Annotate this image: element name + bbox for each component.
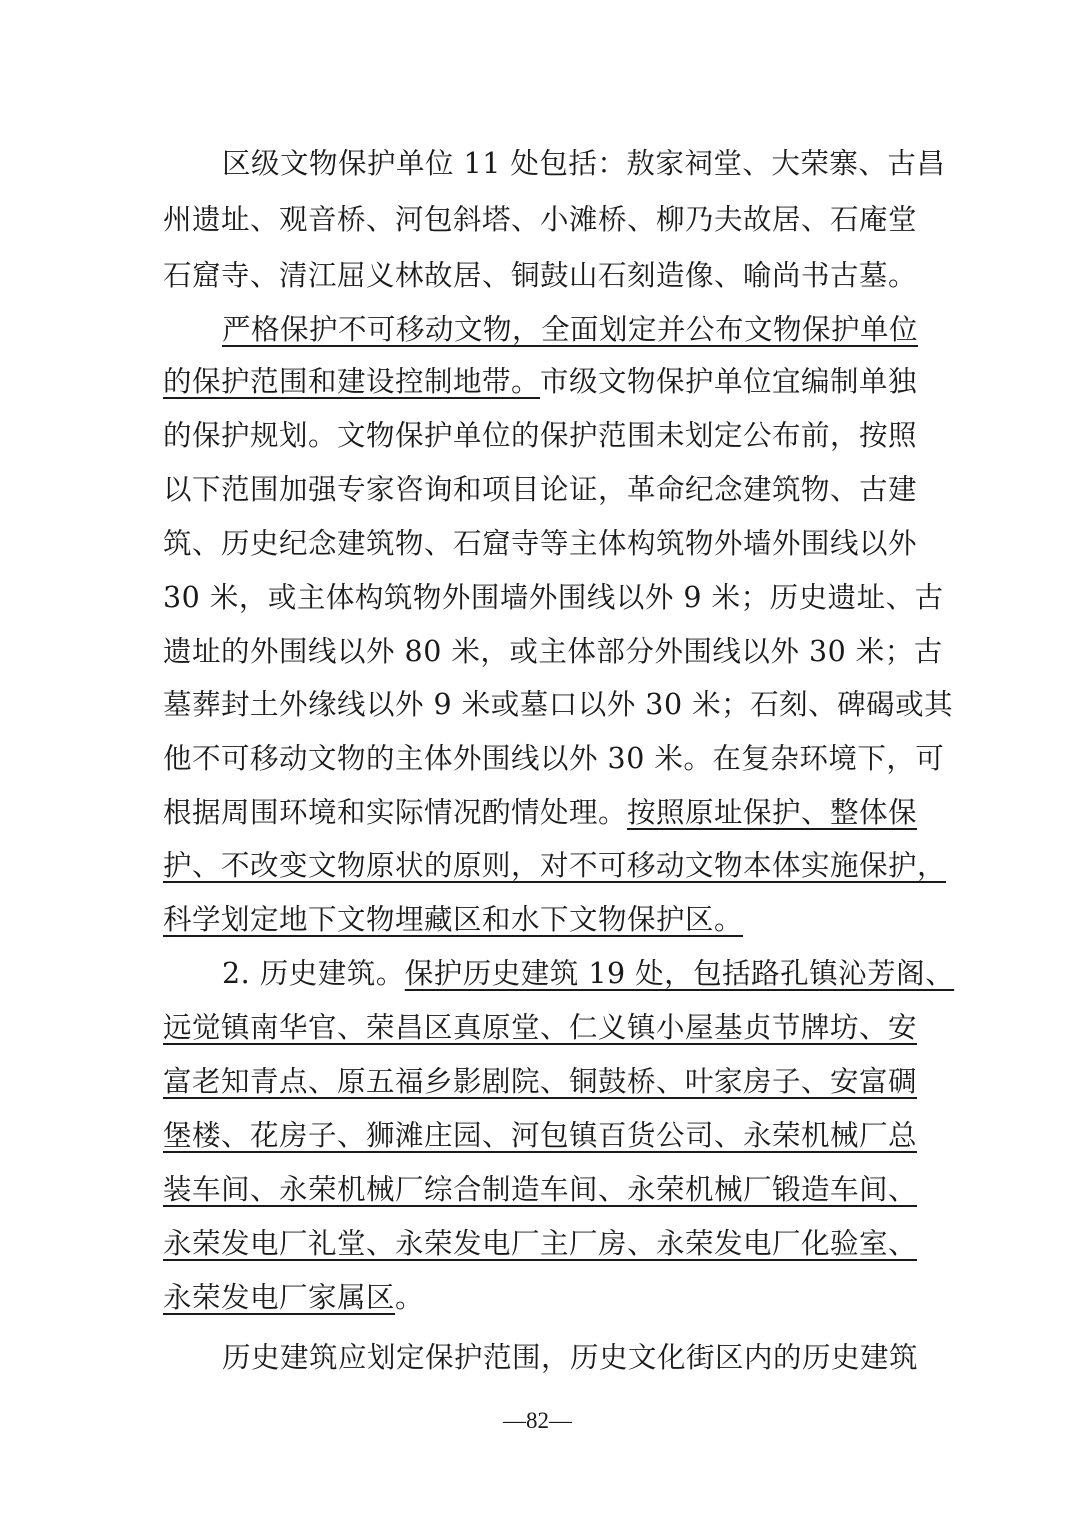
text-line — [163, 892, 913, 948]
text-line — [222, 302, 919, 358]
underlined-text: 永荣发电厂礼堂、永荣发电厂主厂房、永荣发电厂化验室、 — [163, 1227, 918, 1260]
underlined-text: 的保护范围和建设控制地带。 — [163, 365, 541, 398]
text-line: 2. 历史建筑。保护历史建筑 19 处，包括路孔镇沁芳阁、 — [222, 957, 955, 990]
underlined-text: 富老知青点、原五福乡影剧院、铜鼓桥、叶家房子、安富碉 — [163, 1065, 918, 1098]
text-line: 筑、历史纪念建筑物、石窟寺等主体构筑物外墙外围线以外 — [163, 527, 918, 560]
text-line: 州遗址、观音桥、河包斜塔、小滩桥、柳乃夫故居、石庵堂 — [163, 203, 918, 236]
underlined-text: 堡楼、花房子、狮滩庄园、河包镇百货公司、永荣机械厂总 — [163, 1119, 918, 1152]
underlined-text: 装车间、永荣机械厂综合制造车间、永荣机械厂锻造车间、 — [163, 1173, 918, 1206]
underlined-text: 永荣发电厂家属区 — [163, 1281, 396, 1314]
underlined-text: 严格保护不可移动文物，全面划定并公布文物保护单位 — [222, 313, 919, 346]
text-line: 石窟寺、清江屈义林故居、铜鼓山石刻造像、喻尚书古墓。 — [163, 259, 918, 292]
text-line — [163, 838, 947, 894]
underlined-text: 护、不改变文物原状的原则，对不可移动文物本体实施保护， — [163, 849, 947, 882]
text-line: 墓葬封土外缘线以外 9 米或墓口以外 30 米；石刻、碑碣或其 — [163, 688, 954, 721]
text-line: 30 米，或主体构筑物外围墙外围线以外 9 米；历史遗址、古 — [163, 581, 944, 614]
underlined-text: 远觉镇南华官、荣昌区真原堂、仁义镇小屋基贞节牌坊、安 — [163, 1011, 918, 1044]
text-line: 的保护范围和建设控制地带。市级文物保护单位宜编制单独 — [163, 365, 918, 398]
underlined-text: 保护历史建筑 19 处，包括路孔镇沁芳阁、 — [404, 957, 955, 990]
text-line — [163, 1162, 918, 1218]
text-line — [163, 1054, 918, 1110]
text-line: 以下范围加强专家咨询和项目论证，革命纪念建筑物、古建 — [163, 473, 918, 506]
text-line — [163, 1000, 918, 1056]
text-line — [163, 1108, 918, 1164]
text-line: 遗址的外围线以外 80 米，或主体部分外围线以外 30 米；古 — [163, 635, 943, 668]
text-line: 区级文物保护单位 11 处包括：敖家祠堂、大荣寨、古昌 — [222, 147, 946, 180]
text-line: 他不可移动文物的主体外围线以外 30 米。在复杂环境下，可 — [163, 742, 945, 775]
text-line — [163, 1216, 918, 1272]
text-line: 的保护规划。文物保护单位的保护范围未划定公布前，按照 — [163, 419, 918, 452]
text-line: 永荣发电厂家属区。 — [163, 1281, 425, 1314]
underlined-text: 科学划定地下文物埋藏区和水下文物保护区。 — [163, 903, 744, 936]
page-number: —82— — [503, 1408, 572, 1433]
text-line: 历史建筑应划定保护范围，历史文化街区内的历史建筑 — [222, 1341, 919, 1374]
underlined-text: 按照原址保护、整体保 — [627, 796, 918, 829]
text-line: 根据周围环境和实际情况酌情处理。按照原址保护、整体保 — [163, 796, 918, 829]
